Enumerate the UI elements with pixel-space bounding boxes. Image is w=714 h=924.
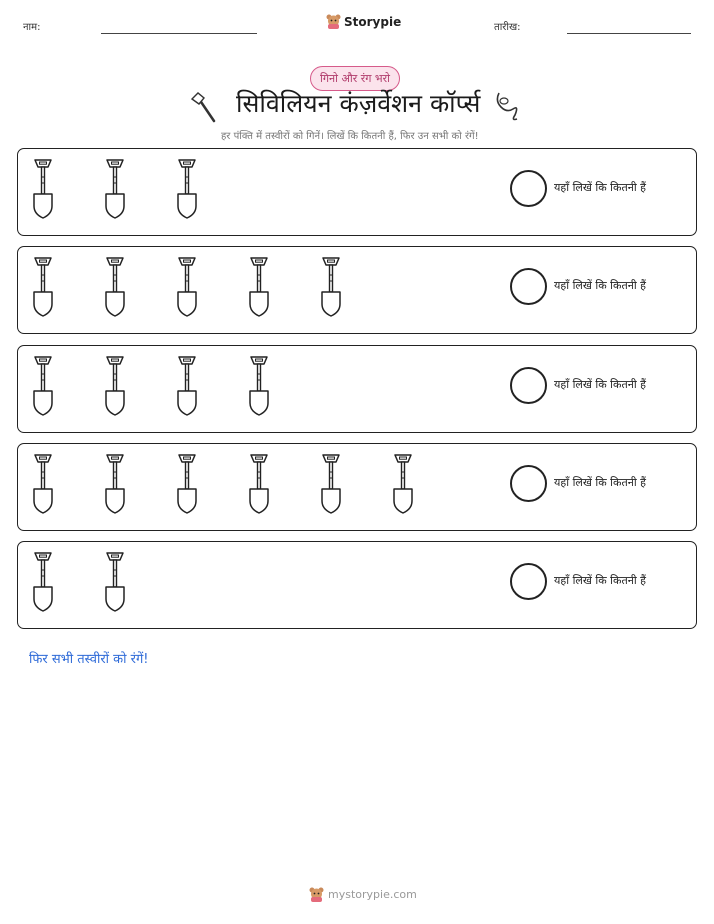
shovel-icon	[31, 355, 55, 417]
date-line[interactable]	[567, 33, 691, 34]
answer-prompt: यहाँ लिखें कि कितनी हैं	[554, 378, 647, 391]
answer-circle[interactable]	[510, 465, 547, 502]
count-row-5	[17, 541, 697, 629]
bear-logo-icon	[309, 886, 324, 903]
shovel-icon	[103, 355, 127, 417]
rope-icon	[493, 89, 523, 123]
date-label: तारीख:	[494, 22, 521, 33]
count-row-4	[17, 443, 697, 531]
shovel-icon	[247, 453, 271, 515]
count-row-1	[17, 148, 697, 236]
shovel-icon	[31, 158, 55, 220]
answer-prompt: यहाँ लिखें कि कितनी हैं	[554, 181, 647, 194]
shovel-icon	[319, 453, 343, 515]
answer-circle[interactable]	[510, 563, 547, 600]
activity-badge: गिनो और रंग भरो	[310, 66, 400, 91]
shovel-icon	[247, 355, 271, 417]
shovel-icon	[175, 158, 199, 220]
site-footer	[309, 886, 417, 903]
shovel-icon	[31, 453, 55, 515]
answer-prompt: यहाँ लिखें कि कितनी हैं	[554, 476, 647, 489]
answer-circle[interactable]	[510, 268, 547, 305]
shovel-icon	[103, 158, 127, 220]
shovel-icon	[319, 256, 343, 318]
shovel-icon	[175, 453, 199, 515]
shovel-icon	[31, 551, 55, 613]
shovel-icon	[31, 256, 55, 318]
bear-logo-icon	[326, 13, 341, 30]
page-title: सिविलियन कंज़र्वेशन कॉर्प्स	[236, 89, 481, 118]
shovel-icon	[103, 551, 127, 613]
shovel-icon	[103, 453, 127, 515]
shovel-icon	[391, 453, 415, 515]
name-line[interactable]	[101, 33, 257, 34]
answer-circle[interactable]	[510, 170, 547, 207]
shovel-icon	[247, 256, 271, 318]
axe-icon	[189, 90, 219, 124]
answer-circle[interactable]	[510, 367, 547, 404]
site-url[interactable]: mystorypie.com	[328, 888, 417, 901]
brand-logo	[326, 13, 401, 30]
color-instruction: फिर सभी तस्वीरों को रंगें!	[29, 652, 149, 667]
count-row-3	[17, 345, 697, 433]
count-row-2	[17, 246, 697, 334]
instructions: हर पंक्ति में तस्वीरों को गिनें। लिखें कि कितनी हैं, फिर उन सभी को रंगें!	[221, 131, 479, 142]
answer-prompt: यहाँ लिखें कि कितनी हैं	[554, 279, 647, 292]
shovel-icon	[175, 355, 199, 417]
brand-name: Storypie	[344, 14, 402, 29]
shovel-icon	[103, 256, 127, 318]
shovel-icon	[175, 256, 199, 318]
name-label: नाम:	[23, 22, 41, 33]
answer-prompt: यहाँ लिखें कि कितनी हैं	[554, 574, 647, 587]
